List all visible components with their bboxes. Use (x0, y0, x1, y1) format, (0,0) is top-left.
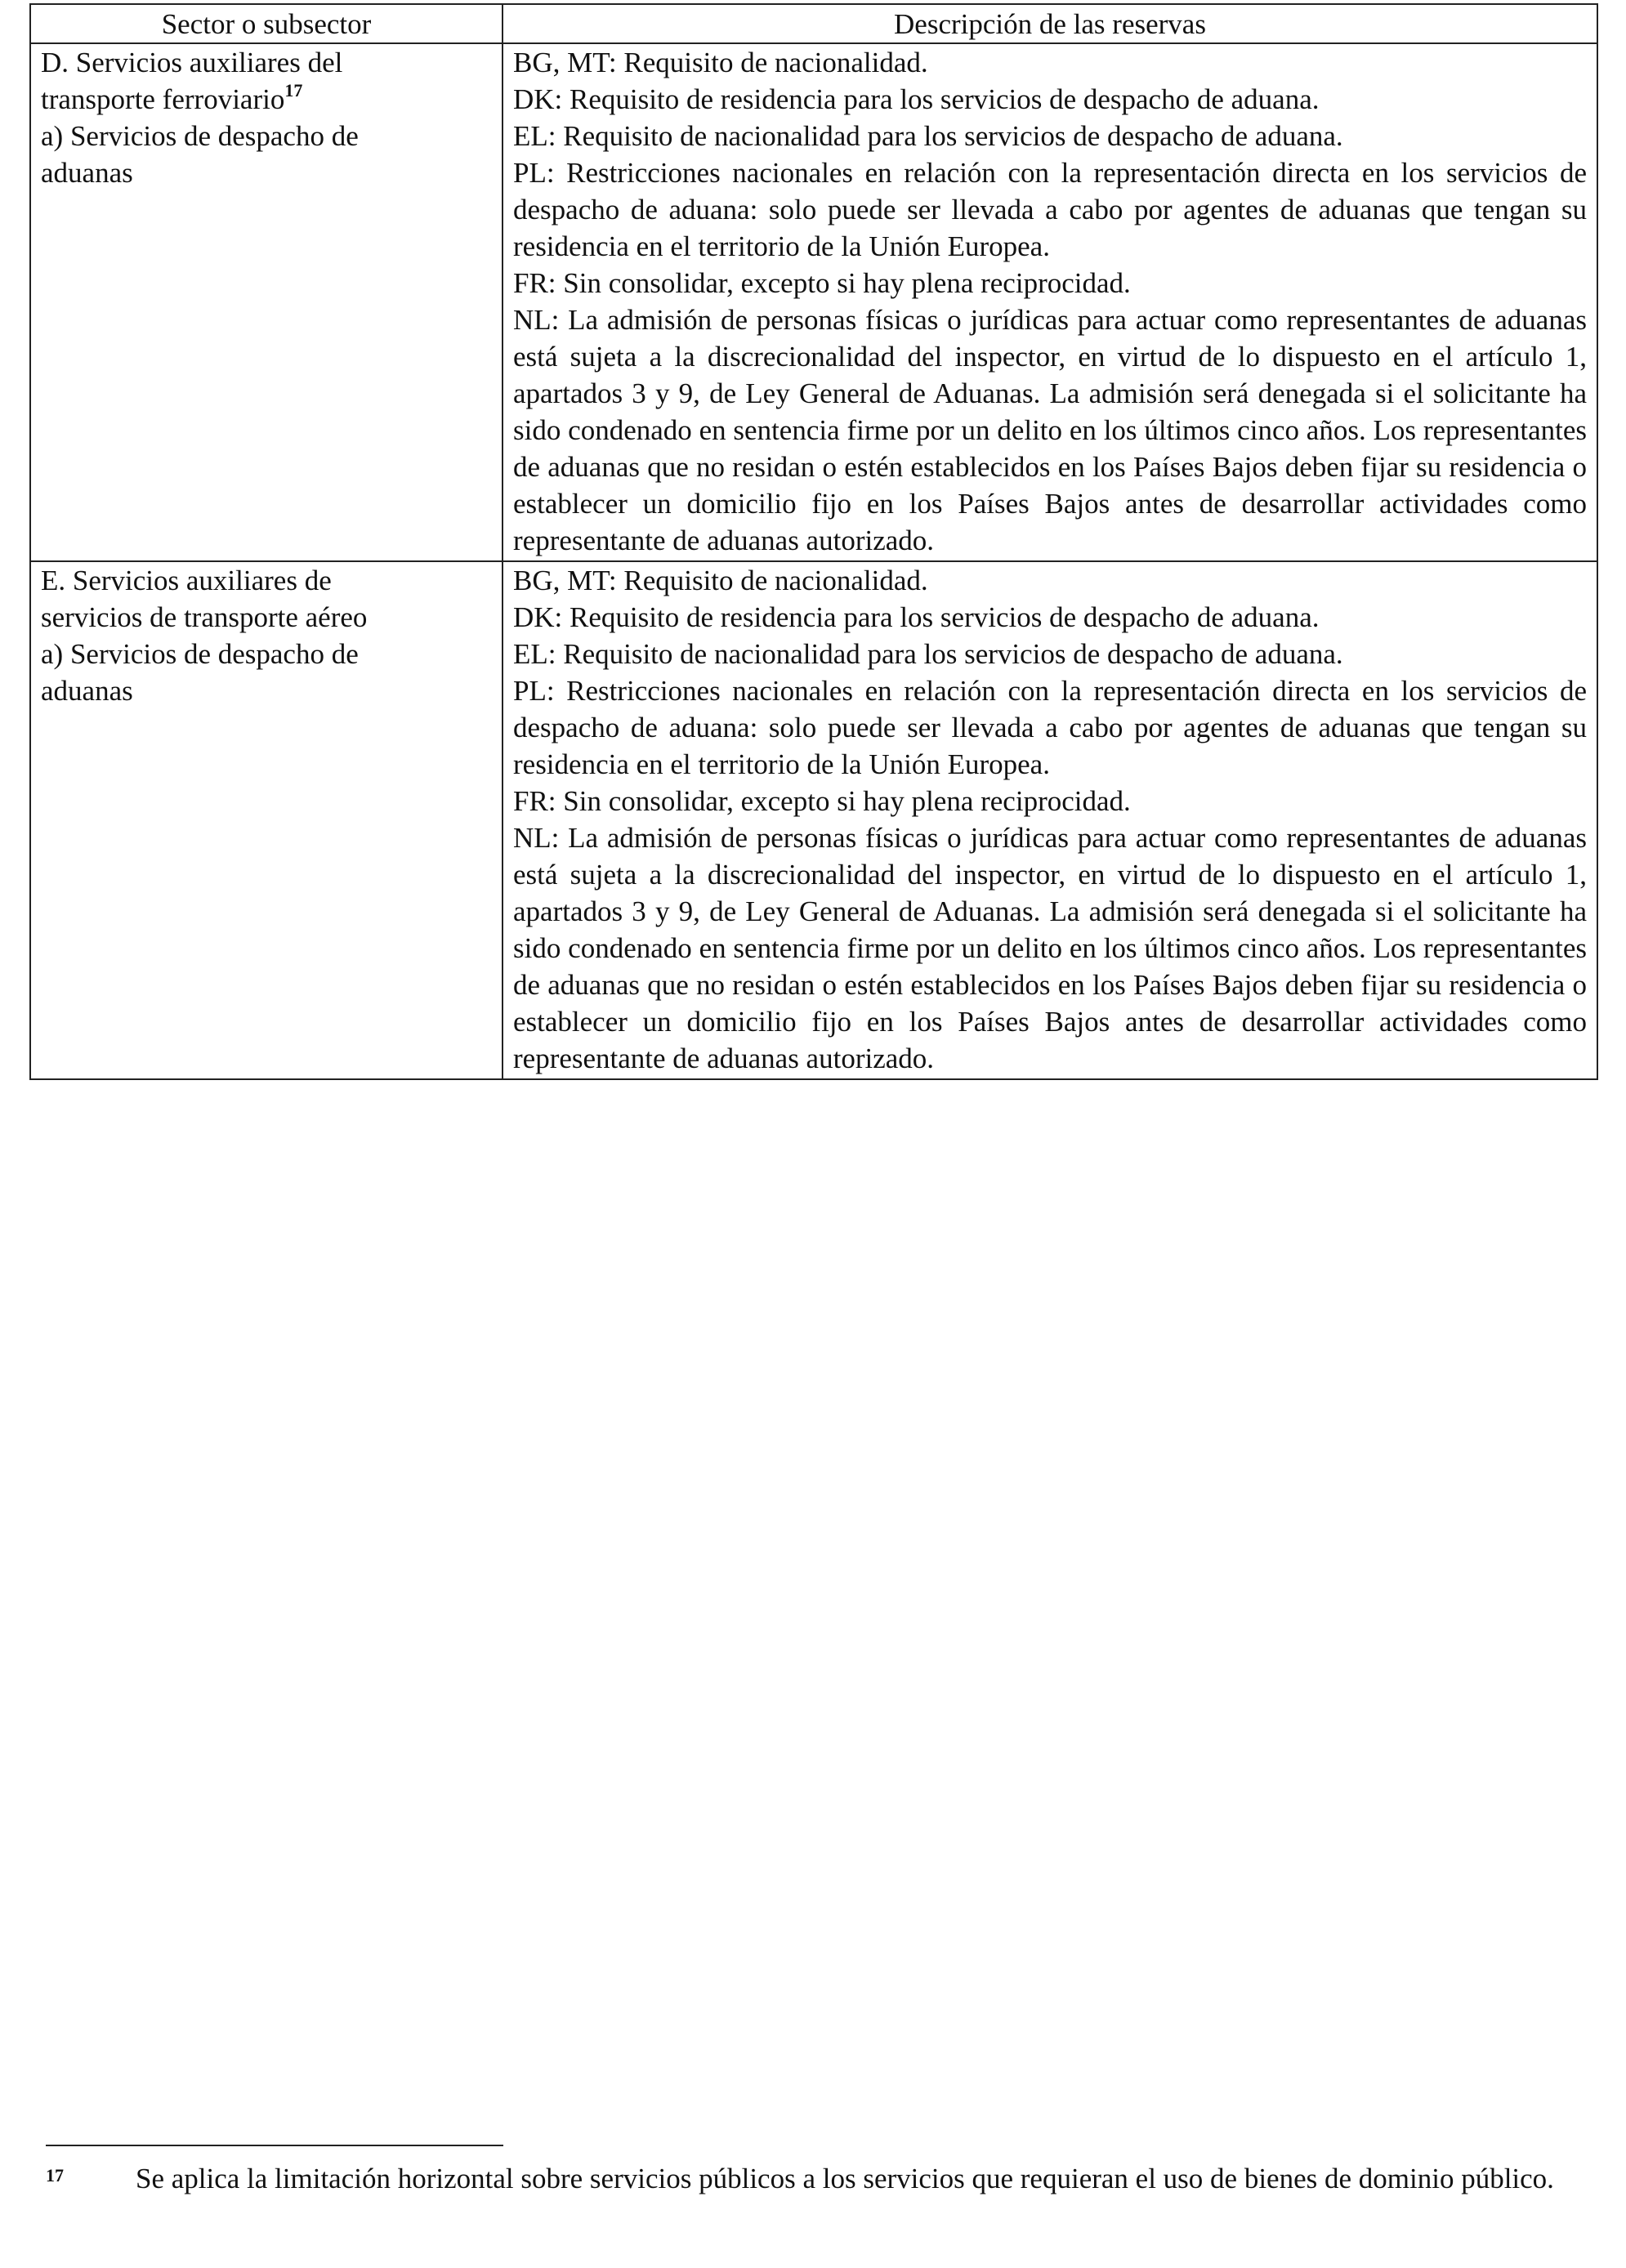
reservation-paragraph: PL: Restricciones nacionales en relación con la representación directa en los servicios de despacho de aduana: solo puede ser llevada a cabo por agentes de aduanas que tengan su residencia en el territorio de la Unión Europea. (513, 157, 1587, 262)
reservation-paragraph: FR: Sin consolidar, excepto si hay plena reciprocidad. (513, 267, 1131, 299)
reservation-paragraph: NL: La admisión de personas físicas o jurídicas para actuar como representantes de aduanas está sujeta a la discrecionalidad del inspector, en virtud de lo dispuesto en el artículo 1, apartados 3 y 9, de Ley General de Aduanas. La admisión será denegada si el solicitante ha sido condenado en sentencia firme por un delito en los últimos cinco años. Los representantes de aduanas que no residan o estén establecidos en los Países Bajos deben fijar su residencia o establecer un domicilio fijo en los Países Bajos antes de desarrollar actividades como representante de aduanas autorizado. (513, 304, 1587, 556)
reservation-paragraph: BG, MT: Requisito de nacionalidad. (513, 565, 928, 596)
sector-line: a) Servicios de despacho de (41, 638, 359, 670)
sector-line: transporte ferroviario (41, 83, 285, 115)
footnote-number: 17 (46, 2165, 64, 2185)
description-cell (503, 561, 1597, 1079)
sector-line: aduanas (41, 675, 133, 707)
header-description: Descripción de las reservas (503, 4, 1597, 43)
sector-line-with-ref (41, 81, 492, 118)
footnote-text: Se aplica la limitación horizontal sobre servicios públicos a los servicios que requieran el uso de bienes de dominio público. (136, 2163, 1554, 2194)
reservation-paragraph: EL: Requisito de nacionalidad para los servicios de despacho de aduana. (513, 120, 1343, 152)
table-row (30, 43, 1597, 561)
table-row (30, 561, 1597, 1079)
description-cell (503, 43, 1597, 561)
sector-cell (30, 561, 503, 1079)
sector-line: D. Servicios auxiliares del (41, 47, 343, 78)
sector-line: E. Servicios auxiliares de (41, 565, 332, 596)
footnote (46, 2160, 1582, 2197)
sector-line: a) Servicios de despacho de (41, 120, 359, 152)
reservation-paragraph: FR: Sin consolidar, excepto si hay plena reciprocidad. (513, 785, 1131, 817)
table-header-row (30, 4, 1597, 43)
reservation-paragraph: NL: La admisión de personas físicas o jurídicas para actuar como representantes de aduanas está sujeta a la discrecionalidad del inspector, en virtud de lo dispuesto en el artículo 1, apartados 3 y 9, de Ley General de Aduanas. La admisión será denegada si el solicitante ha sido condenado en sentencia firme por un delito en los últimos cinco años. Los representantes de aduanas que no residan o estén establecidos en los Países Bajos deben fijar su residencia o establecer un domicilio fijo en los Países Bajos antes de desarrollar actividades como representante de aduanas autorizado. (513, 822, 1587, 1074)
reservations-table (29, 3, 1598, 1080)
header-sector: Sector o subsector (30, 4, 503, 43)
sector-line: servicios de transporte aéreo (41, 601, 368, 633)
reservation-paragraph: EL: Requisito de nacionalidad para los servicios de despacho de aduana. (513, 638, 1343, 670)
footnote-reference[interactable]: 17 (284, 80, 303, 101)
reservation-paragraph: DK: Requisito de residencia para los servicios de despacho de aduana. (513, 83, 1320, 115)
sector-cell (30, 43, 503, 561)
reservation-paragraph: PL: Restricciones nacionales en relación con la representación directa en los servicios de despacho de aduana: solo puede ser llevada a cabo por agentes de aduanas que tengan su residencia en el territorio de la Unión Europea. (513, 675, 1587, 780)
reservation-paragraph: BG, MT: Requisito de nacionalidad. (513, 47, 928, 78)
sector-line: aduanas (41, 157, 133, 189)
footnote-separator (46, 2145, 503, 2146)
reservation-paragraph: DK: Requisito de residencia para los servicios de despacho de aduana. (513, 601, 1320, 633)
